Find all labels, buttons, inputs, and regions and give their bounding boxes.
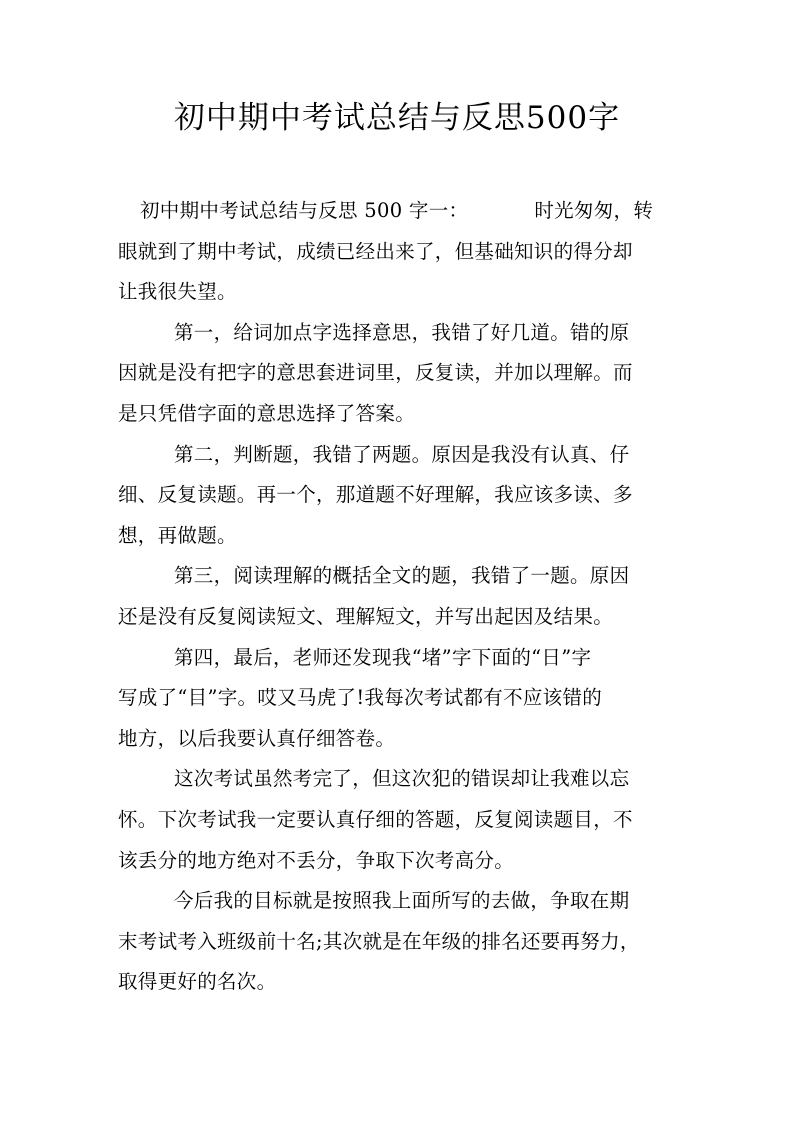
paragraph-line: 还是没有反复阅读短文、理解短文，并写出起因及结果。 [118, 604, 614, 628]
paragraph-line: 眼就到了期中考试，成绩已经出来了，但基础知识的得分却 [118, 239, 633, 263]
paragraph-5 [118, 759, 678, 881]
paragraph-line: 写成了“目”字。哎又马虎了!我每次考试都有不应该错的 [118, 686, 603, 710]
paragraph-4 [118, 638, 678, 760]
paragraph-6 [118, 881, 678, 1003]
paragraph-line: 第四，最后，老师还发现我“堵”字下面的“日”字 [174, 645, 592, 669]
paragraph-2 [118, 435, 678, 557]
paragraph-line: 该丢分的地方绝对不丢分，争取下次考高分。 [118, 848, 515, 872]
paragraph-line: 第二，判断题，我错了两题。原因是我没有认真、仔 [174, 442, 630, 466]
paragraph-line: 是只凭借字面的意思选择了答案。 [118, 401, 416, 425]
paragraph-line: 细、反复读题。再一个，那道题不好理解，我应该多读、多 [118, 483, 633, 507]
document-title: 初中期中考试总结与反思500字 [173, 100, 621, 136]
paragraph-line: 让我很失望。 [118, 280, 237, 304]
document-body [118, 191, 678, 1003]
paragraph-line: 今后我的目标就是按照我上面所写的去做，争取在期 [174, 889, 630, 913]
paragraph-line: 因就是没有把字的意思套进词里，反复读，并加以理解。而 [118, 361, 633, 385]
paragraph-line [118, 191, 678, 232]
paragraph-line: 怀。下次考试我一定要认真仔细的答题，反复阅读题目，不 [118, 807, 633, 831]
paragraph-line: 第一，给词加点字选择意思，我错了好几道。错的原 [174, 320, 630, 344]
paragraph-line: 地方，以后我要认真仔细答卷。 [118, 726, 396, 750]
paragraph-line: 想，再做题。 [118, 523, 237, 547]
paragraph-line: 第三，阅读理解的概括全文的题，我错了一题。原因 [174, 564, 630, 588]
paragraph-line: 这次考试虽然考完了，但这次犯的错误却让我难以忘 [174, 767, 630, 791]
paragraph-line: 取得更好的名次。 [118, 970, 277, 994]
paragraph-line: 末考试考入班级前十名;其次就是在年级的排名还要再努力， [118, 929, 640, 953]
paragraph-1 [118, 313, 678, 435]
intro-lead: 初中期中考试总结与反思 500 字一： [140, 199, 469, 222]
intro-line0-rest: 时光匆匆，转 [534, 199, 654, 222]
intro-paragraph [118, 191, 678, 313]
paragraph-3 [118, 556, 678, 637]
